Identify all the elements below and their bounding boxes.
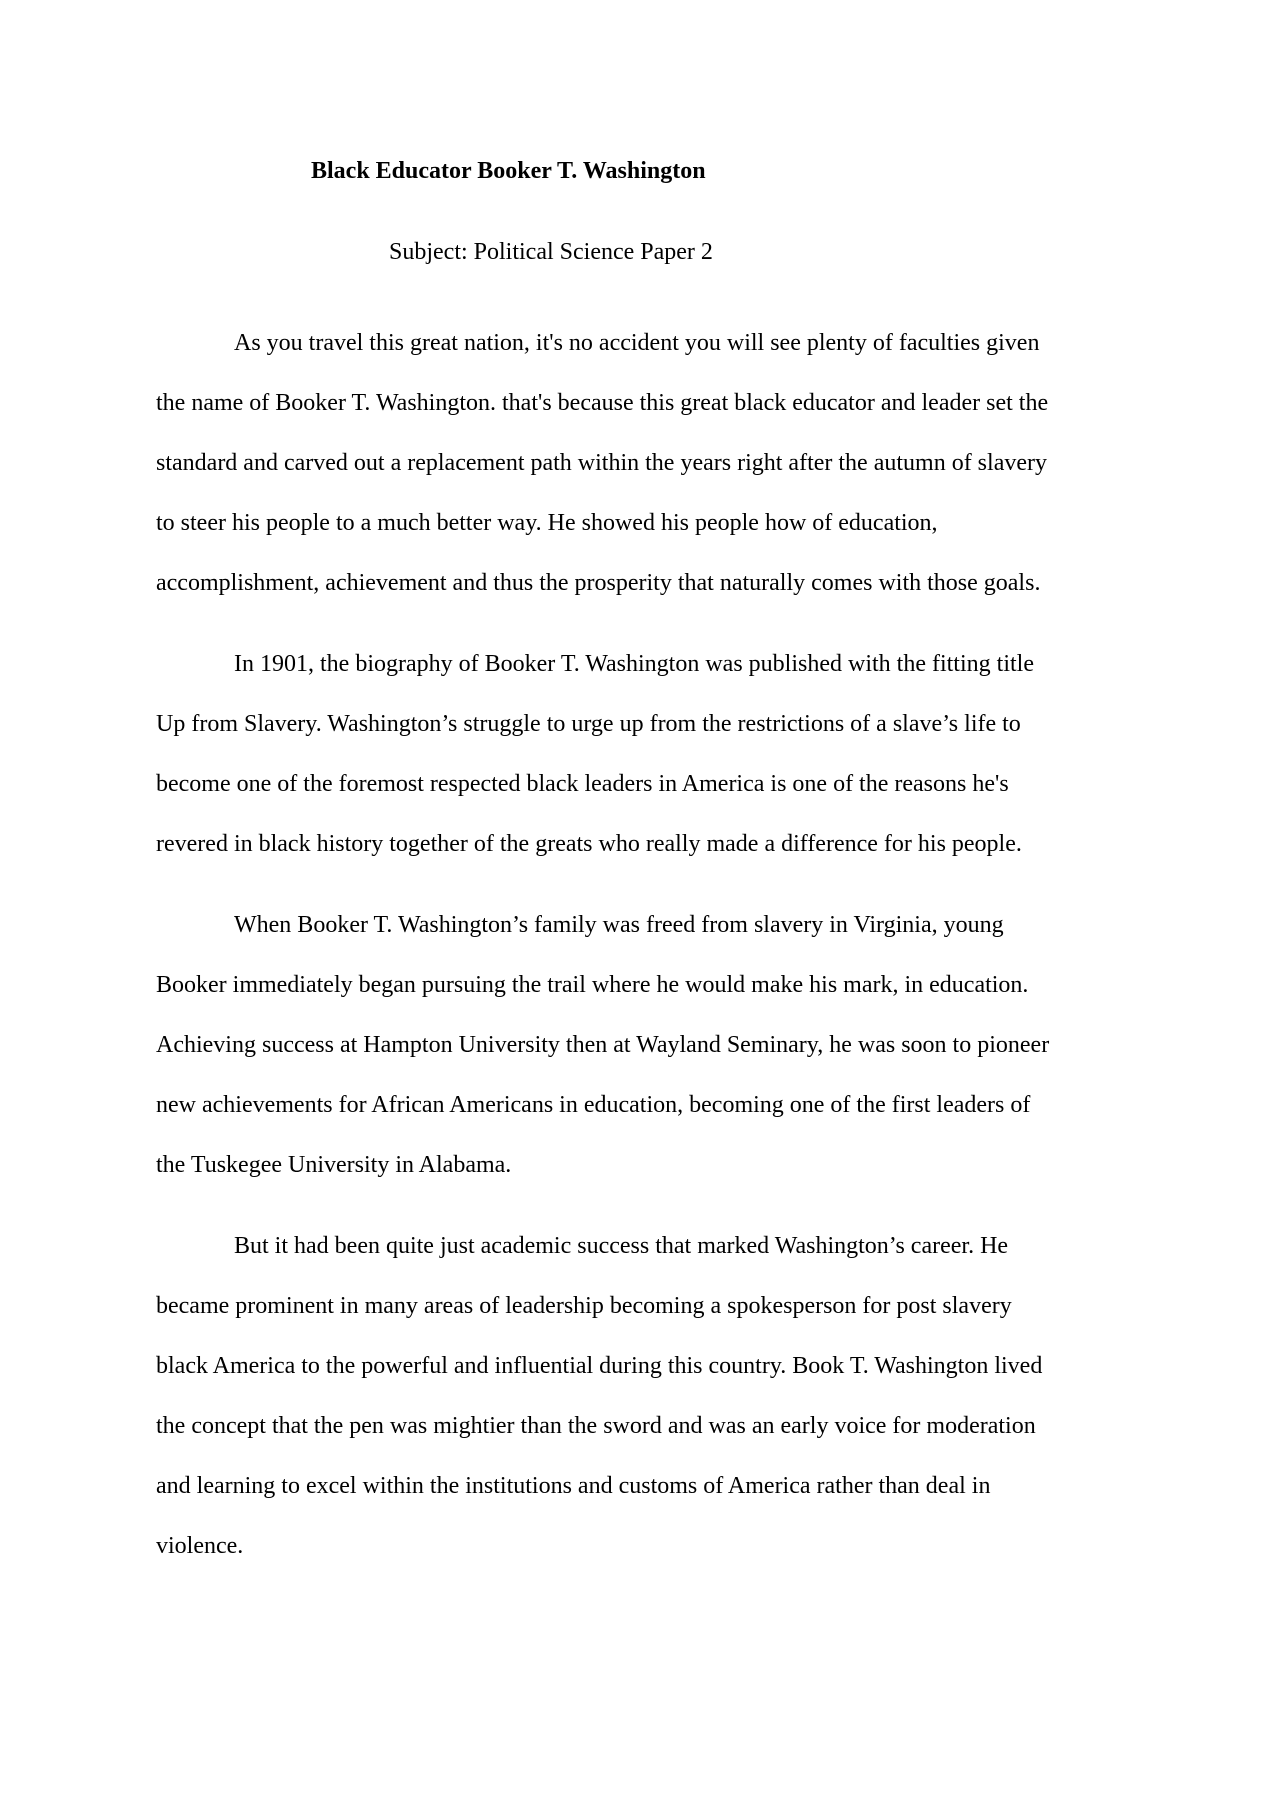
text-line: became prominent in many areas of leadership becoming a spokesperson for post slavery <box>156 1293 1012 1319</box>
text-line: In 1901, the biography of Booker T. Washington was published with the fitting title <box>234 651 1034 677</box>
paragraph <box>156 895 1125 1195</box>
paragraph <box>156 313 1125 613</box>
text-line: revered in black history together of the greats who really made a difference for his people. <box>156 831 1022 857</box>
document-subject: Subject: Political Science Paper 2 <box>389 239 713 265</box>
text-line: new achievements for African Americans in education, becoming one of the first leaders of <box>156 1092 1031 1118</box>
text-line: When Booker T. Washington’s family was freed from slavery in Virginia, young <box>234 912 1004 938</box>
text-line: to steer his people to a much better way. He showed his people how of education, <box>156 510 938 536</box>
text-line: Achieving success at Hampton University then at Wayland Seminary, he was soon to pioneer <box>156 1032 1050 1058</box>
text-line: Booker immediately began pursuing the trail where he would make his mark, in education. <box>156 972 1029 998</box>
text-line: As you travel this great nation, it's no accident you will see plenty of faculties given <box>234 330 1040 356</box>
paragraph <box>156 634 1125 874</box>
text-line: violence. <box>156 1533 244 1559</box>
document-title: Black Educator Booker T. Washington <box>311 158 706 184</box>
text-line: the concept that the pen was mightier than the sword and was an early voice for moderation <box>156 1413 1036 1439</box>
paragraph <box>156 1216 1125 1576</box>
text-line: and learning to excel within the institutions and customs of America rather than deal in <box>156 1473 991 1499</box>
text-line: black America to the powerful and influential during this country. Book T. Washington lived <box>156 1353 1043 1379</box>
text-line: But it had been quite just academic success that marked Washington’s career. He <box>234 1233 1009 1259</box>
text-line: the name of Booker T. Washington. that's because this great black educator and leader set the <box>156 390 1049 416</box>
text-line: accomplishment, achievement and thus the prosperity that naturally comes with those goals. <box>156 570 1041 596</box>
text-line: standard and carved out a replacement path within the years right after the autumn of slavery <box>156 450 1047 476</box>
text-line: the Tuskegee University in Alabama. <box>156 1152 512 1178</box>
text-line: Up from Slavery. Washington’s struggle to urge up from the restrictions of a slave’s life to <box>156 711 1021 737</box>
text-line: become one of the foremost respected black leaders in America is one of the reasons he's <box>156 771 1009 797</box>
document-body <box>156 313 1125 1597</box>
